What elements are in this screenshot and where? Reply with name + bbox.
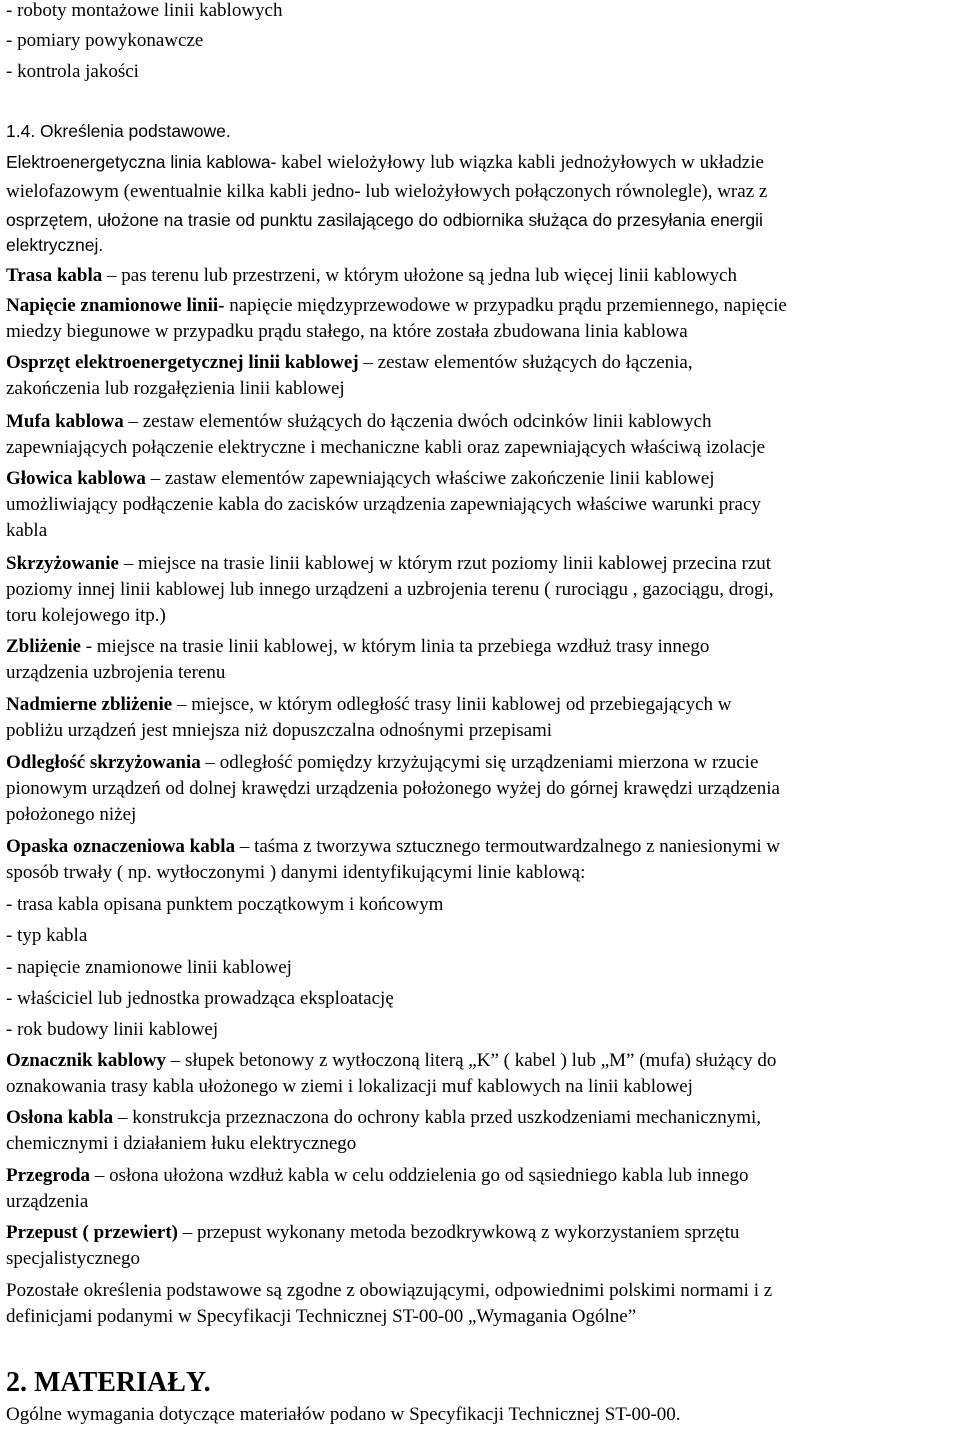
term: Napięcie znamionowe linii- (6, 295, 225, 316)
list-item: - rok budowy linii kablowej (6, 1019, 219, 1040)
list-item: - trasa kabla opisana punktem początkowym i końcowym (6, 894, 444, 915)
definition-line: urządzenia uzbrojenia terenu (6, 662, 226, 683)
definition-line (6, 836, 780, 858)
definition-text: – miejsce, w którym odległość trasy linii kablowej od przebiegających w (172, 694, 732, 715)
definition-line (6, 295, 787, 317)
definition-line: kabla (6, 520, 48, 541)
definition-text: – zestaw elementów służących do łączenia, (358, 352, 693, 373)
definition-line (6, 265, 737, 287)
definition-line (6, 752, 758, 774)
definition-line: miedzy biegunowe w przypadku prądu stałego, na które została zbudowana linia kablowa (6, 321, 688, 342)
definition-text: - miejsce na trasie linii kablowej, w którym linia ta przebiega wzdłuż trasy innego (80, 636, 710, 657)
definition-line (6, 636, 709, 658)
definition-line: zakończenia lub rozgałęzienia linii kablowej (6, 378, 345, 399)
definition-line (6, 468, 715, 490)
term: Głowica kablowa (6, 468, 146, 489)
term: Elektroenergetyczna linia kablowa- (6, 152, 277, 172)
term: Oznacznik kablowy (6, 1050, 166, 1071)
section-heading: 2. MATERIAŁY. (6, 1367, 211, 1398)
term: Zbliżenie (6, 636, 81, 657)
definition-text: – słupek betonowy z wytłoczoną literą „K” ( kabel ) lub „M” (mufa) służący do (165, 1050, 777, 1071)
definition-line: oznakowania trasy kabla ułożonego w ziemi i lokalizacji muf kablowych na linii kablowej (6, 1076, 693, 1097)
definition-line (6, 694, 732, 716)
paragraph-line: Ogólne wymagania dotyczące materiałów podano w Specyfikacji Technicznej ST-00-00. (6, 1404, 681, 1425)
paragraph-line: wielofazowym (ewentualnie kilka kabli jedno- lub wielożyłowych połączonych równolegle), wraz z (6, 181, 768, 202)
definition-line: zapewniających połączenie elektryczne i mechaniczne kabli oraz zapewniających właściwą izolacje (6, 437, 766, 458)
list-item: - kontrola jakości (6, 61, 139, 82)
definition-line (6, 553, 771, 575)
definition-line (6, 1050, 776, 1072)
paragraph-line: Pozostałe określenia podstawowe są zgodne z obowiązującymi, odpowiednimi polskimi normami i z (6, 1280, 773, 1301)
definition-text: – konstrukcja przeznaczona do ochrony kabla przed uszkodzeniami mechanicznymi, (113, 1107, 762, 1128)
term: Osprzęt elektroenergetycznej linii kablowej (6, 352, 359, 373)
definition-line (6, 411, 711, 433)
term: Trasa kabla (6, 265, 103, 286)
section-heading: 1.4. Określenia podstawowe. (6, 121, 231, 141)
term: Przepust ( przewiert) (6, 1222, 178, 1243)
definition-line (6, 1222, 739, 1244)
term: Osłona kabla (6, 1107, 114, 1128)
definition-line: chemicznymi i działaniem łuku elektrycznego (6, 1133, 357, 1154)
list-item: - roboty montażowe linii kablowych (6, 0, 283, 21)
paragraph-line: elektrycznej. (6, 235, 104, 255)
definition-line (6, 1107, 761, 1129)
term: Odległość skrzyżowania (6, 752, 201, 773)
list-item: - pomiary powykonawcze (6, 30, 204, 51)
definition-text: – pas terenu lub przestrzeni, w którym ułożone są jedna lub więcej linii kablowych (102, 265, 737, 286)
definition-text: – odległość pomiędzy krzyżującymi się urządzeniami mierzona w rzucie (200, 752, 759, 773)
term: Mufa kablowa (6, 411, 124, 432)
term: Opaska oznaczeniowa kabla (6, 836, 236, 857)
definition-line: urządzenia (6, 1191, 89, 1212)
definition-line (6, 352, 693, 374)
definition-line: pobliżu urządzeń jest mniejsza niż dopuszczalna odnośnymi przepisami (6, 720, 553, 741)
definition-text: – taśma z tworzywa sztucznego termoutwardzalnego z naniesionymi w (235, 836, 781, 857)
definition-line: toru kolejowego itp.) (6, 605, 166, 626)
definition-line: umożliwiający podłączenie kabla do zacisków urządzenia zapewniających właściwe warunki pracy (6, 494, 761, 515)
definition-text: – zestaw elementów służących do łączenia dwóch odcinków linii kablowych (123, 411, 712, 432)
list-item: - napięcie znamionowe linii kablowej (6, 957, 292, 978)
paragraph-line: definicjami podanymi w Specyfikacji Technicznej ST-00-00 „Wymagania Ogólne” (6, 1306, 637, 1327)
definition-line: sposób trwały ( np. wytłoczonymi ) danymi identyfikującymi linie kablową: (6, 862, 586, 883)
definition-line: położonego niżej (6, 804, 137, 825)
definition-line: poziomy innej linii kablowej lub innego urządzeni a uzbrojenia terenu ( rurociągu , gazociągu, drogi, (6, 579, 774, 600)
definition-line: specjalistycznego (6, 1248, 141, 1269)
definition-text: – miejsce na trasie linii kablowej w którym rzut poziomy linii kablowej przecina rzut (118, 553, 772, 574)
term: Skrzyżowanie (6, 553, 119, 574)
list-item: - typ kabla (6, 925, 88, 946)
definition-text: – osłona ułożona wzdłuż kabla w celu oddzielenia go od sąsiedniego kabla lub innego (90, 1165, 749, 1186)
paragraph-line (6, 151, 764, 174)
term: Nadmierne zbliżenie (6, 694, 173, 715)
definition-text: – przepust wykonany metoda bezodkrywkową z wykorzystaniem sprzętu (177, 1222, 740, 1243)
definition-text: kabel wielożyłowy lub wiązka kabli jednożyłowych w układzie (276, 152, 764, 173)
definition-line: pionowym urządzeń od dolnej krawędzi urządzenia położonego wyżej do górnej krawędzi urządzenia (6, 778, 780, 799)
definition-text: napięcie międzyprzewodowe w przypadku prądu przemiennego, napięcie (224, 295, 787, 316)
paragraph-line: osprzętem, ułożone na trasie od punktu zasilającego do odbiornika służąca do przesyłania energii (6, 210, 763, 230)
list-item: - właściciel lub jednostka prowadząca eksploatację (6, 988, 394, 1009)
term: Przegroda (6, 1165, 91, 1186)
definition-text: – zastaw elementów zapewniających właściwe zakończenie linii kablowej (145, 468, 715, 489)
definition-line (6, 1165, 749, 1187)
